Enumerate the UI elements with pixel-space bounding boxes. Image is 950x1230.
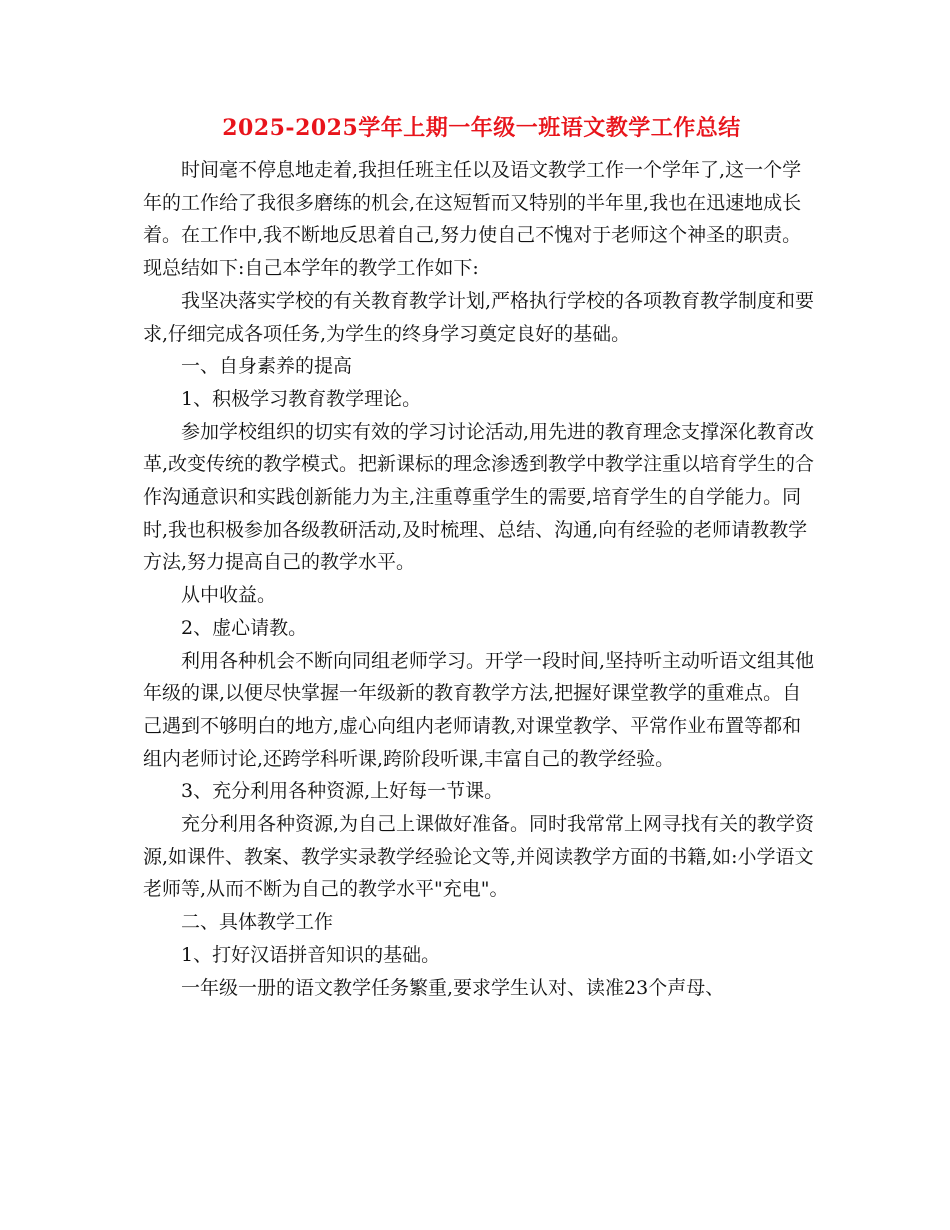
document-title: 2025-2025学年上期一年级一班语文教学工作总结 <box>222 115 741 141</box>
paragraph-benefit: 从中收益。 <box>181 584 277 607</box>
paragraph-pinyin: 一年级一册的语文教学任务繁重,要求学生认对、读准23个声母、 <box>181 976 725 999</box>
subheading-1-3: 3、充分利用各种资源,上好每一节课。 <box>181 780 504 803</box>
section-heading-2: 二、具体教学工作 <box>181 911 334 934</box>
subheading-2-1: 1、打好汉语拼音知识的基础。 <box>181 943 441 966</box>
section-heading-1: 一、自身素养的提高 <box>181 355 353 378</box>
paragraph-learning: 利用各种机会不断向同组老师学习。开学一段时间,坚持听主动听语文组其他年级的课,以便尽快掌握一年级新的教育教学方法,把握好课堂教学的重难点。自己遇到不够明白的地方,虚心向组内老师请教,对课堂教学、平常作业布置等都和组内老师讨论,还跨学科听课,跨阶段听课,丰富自己的教学经验。 <box>143 649 815 770</box>
paragraph-intro: 时间毫不停息地走着,我担任班主任以及语文教学工作一个学年了,这一个学年的工作给了我很多磨练的机会,在这短暂而又特别的半年里,我也在迅速地成长着。在工作中,我不断地反思着自己,努力使自己不愧对于老师这个神圣的职责。现总结如下:自己本学年的教学工作如下: <box>143 159 802 280</box>
paragraph-resources: 充分利用各种资源,为自己上课做好准备。同时我常常上网寻找有关的教学资源,如课件、教案、教学实录教学经验论文等,并阅读教学方面的书籍,如:小学语文老师等,从而不断为自己的教学水平"充电"。 <box>143 813 815 901</box>
document-body <box>143 154 820 1004</box>
paragraph-plan: 我坚决落实学校的有关教育教学计划,严格执行学校的各项教育教学制度和要求,仔细完成各项任务,为学生的终身学习奠定良好的基础。 <box>143 289 815 345</box>
subheading-1-2: 2、虚心请教。 <box>181 616 308 639</box>
paragraph-theory: 参加学校组织的切实有效的学习讨论活动,用先进的教育理念支撑深化教育改革,改变传统的教学模式。把新课标的理念渗透到教学中教学注重以培育学生的合作沟通意识和实践创新能力为主,注重尊重学生的需要,培育学生的自学能力。同时,我也积极参加各级教研活动,及时梳理、总结、沟通,向有经验的老师请教教学方法,努力提高自己的教学水平。 <box>143 420 815 574</box>
subheading-1-1: 1、积极学习教育教学理论。 <box>181 387 422 410</box>
